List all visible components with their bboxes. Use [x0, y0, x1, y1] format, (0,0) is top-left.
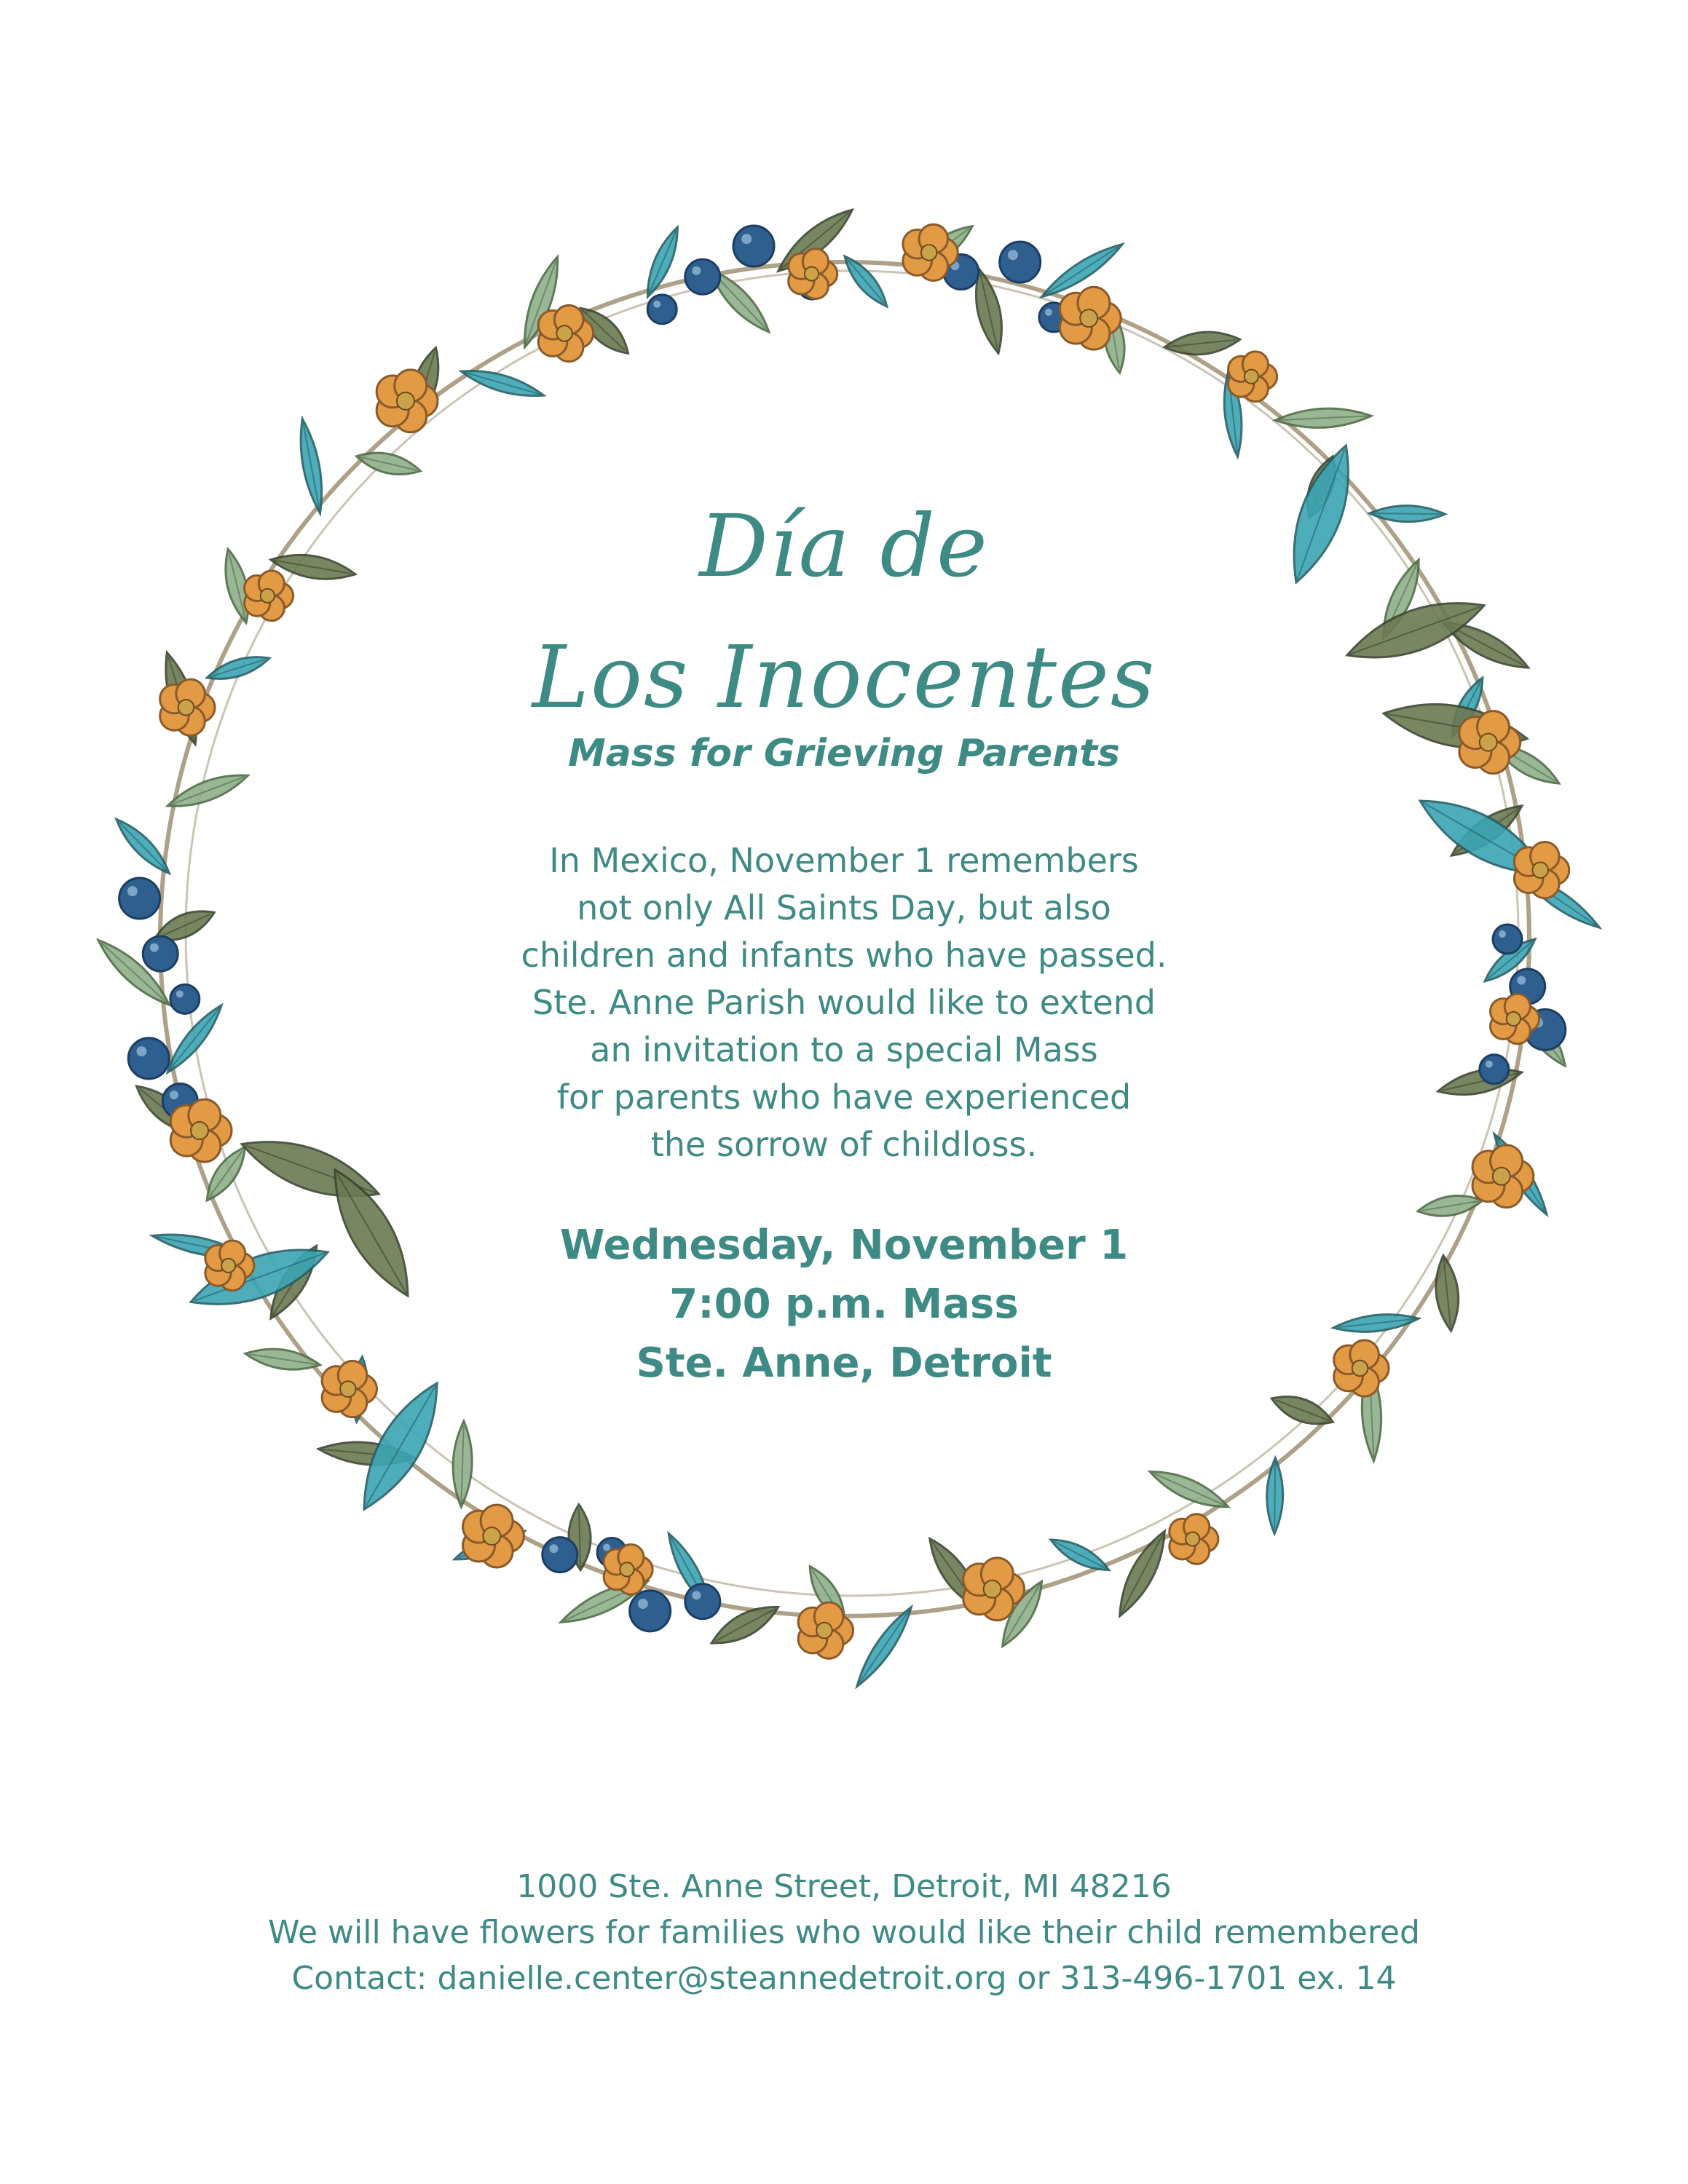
body-line: not only All Saints Day, but also — [577, 888, 1111, 927]
title-line-1: Día de — [699, 496, 989, 596]
berry-highlight — [1045, 309, 1052, 316]
leaf-icon — [355, 447, 423, 480]
berry-icon — [733, 226, 774, 266]
title-line-2: Los Inocentes — [532, 627, 1156, 727]
berry-highlight — [603, 1544, 610, 1551]
berry-icon — [685, 259, 720, 294]
flower-icon — [1170, 1514, 1218, 1564]
body-line: children and infants who have passed. — [521, 935, 1167, 975]
flower-icon — [1228, 352, 1277, 402]
berry-icon — [647, 295, 677, 324]
leaf-icon — [839, 251, 894, 312]
leaf-icon — [1268, 1388, 1337, 1432]
flower-icon — [798, 1602, 853, 1658]
berry-highlight — [692, 1591, 701, 1599]
footer-contact: Contact: danielle.center@steannedetroit.org or 313-496-1701 ex. 14 — [291, 1960, 1397, 1997]
berry-highlight — [638, 1599, 648, 1609]
body-line: for parents who have experienced — [556, 1077, 1132, 1117]
footer-address: 1000 Ste. Anne Street, Detroit, MI 48216 — [516, 1868, 1172, 1905]
event-time: 7:00 p.m. Mass — [669, 1281, 1019, 1328]
flower-icon — [463, 1505, 524, 1567]
subtitle: Mass for Grieving Parents — [567, 732, 1121, 775]
event-details — [0, 1216, 1688, 1393]
berry-highlight — [741, 234, 752, 244]
flower-icon — [789, 249, 837, 299]
berry-highlight — [653, 301, 660, 308]
body-line: Ste. Anne Parish would like to extend — [532, 983, 1156, 1022]
berry-highlight — [692, 266, 701, 275]
event-date: Wednesday, November 1 — [559, 1222, 1129, 1269]
body-line: In Mexico, November 1 remembers — [549, 841, 1139, 880]
berry-icon — [543, 1538, 577, 1572]
body-line: the sorrow of childloss. — [650, 1125, 1038, 1164]
berry-icon — [1000, 242, 1041, 282]
berry-highlight — [1008, 250, 1018, 260]
berry-icon — [630, 1591, 671, 1631]
invitation-paragraph — [0, 837, 1688, 1168]
berry-icon — [685, 1584, 720, 1619]
leaf-icon — [1047, 1532, 1113, 1577]
berry-highlight — [549, 1544, 558, 1553]
footer-info — [0, 1864, 1688, 2001]
body-line: an invitation to a special Mass — [590, 1030, 1098, 1069]
footer-flowers-note: We will have flowers for families who would like their child remembered — [268, 1914, 1420, 1951]
event-place: Ste. Anne, Detroit — [636, 1340, 1052, 1387]
